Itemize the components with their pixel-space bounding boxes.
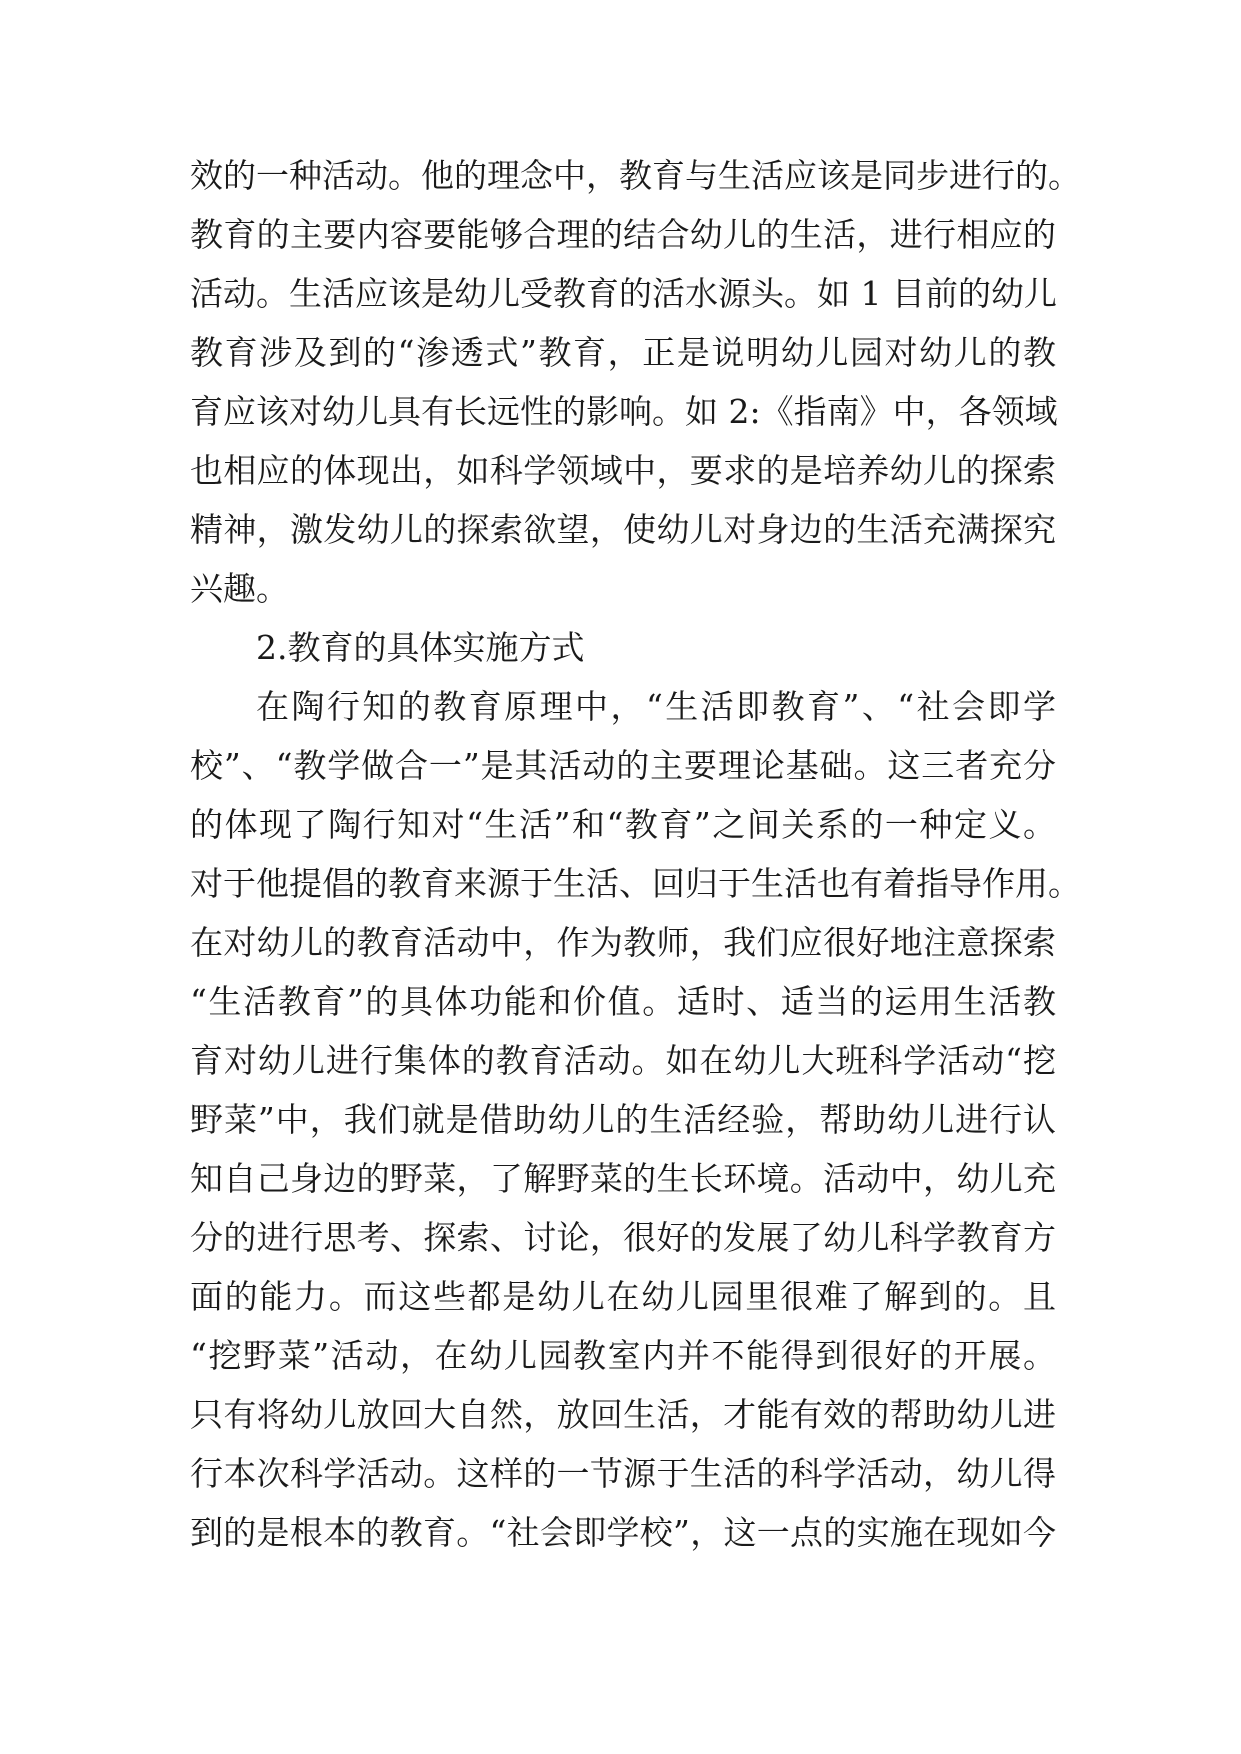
- text-line: “生活教育”的具体功能和价值。适时、适当的运用生活教: [190, 982, 1056, 1021]
- text-line: 的体现了陶行知对“生活”和“教育”之间关系的一种定义。: [190, 805, 1056, 844]
- text-line: 育对幼儿进行集体的教育活动。如在幼儿大班科学活动“挖: [190, 1041, 1056, 1080]
- text-line: 育应该对幼儿具有长远性的影响。如 2:《指南》中，各领域: [190, 392, 1058, 431]
- text-line: 对于他提倡的教育来源于生活、回归于生活也有着指导作用。: [190, 864, 1081, 903]
- text-line: 也相应的体现出，如科学领域中，要求的是培养幼儿的探索: [190, 451, 1056, 490]
- text-line: 在对幼儿的教育活动中，作为教师，我们应很好地注意探索: [190, 923, 1056, 962]
- text-line: 知自己身边的野菜，了解野菜的生长环境。活动中，幼儿充: [190, 1159, 1056, 1198]
- text-line: 校”、“教学做合一”是其活动的主要理论基础。这三者充分: [190, 746, 1056, 785]
- paragraph-2: [190, 677, 1081, 1562]
- text-line: 面的能力。而这些都是幼儿在幼儿园里很难了解到的。且: [190, 1277, 1056, 1316]
- text-line: 教育的主要内容要能够合理的结合幼儿的生活，进行相应的: [190, 215, 1056, 254]
- text-line: 野菜”中，我们就是借助幼儿的生活经验，帮助幼儿进行认: [190, 1100, 1056, 1139]
- text-line: 效的一种活动。他的理念中，教育与生活应该是同步进行的。: [190, 156, 1081, 195]
- text-line: 在陶行知的教育原理中，“生活即教育”、“社会即学: [256, 687, 1056, 726]
- text-line: 教育涉及到的“渗透式”教育，正是说明幼儿园对幼儿的教: [190, 333, 1056, 372]
- paragraph-1: [190, 146, 1081, 618]
- text-line: 活动。生活应该是幼儿受教育的活水源头。如 1 目前的幼儿: [190, 274, 1057, 313]
- text-line: “挖野菜”活动，在幼儿园教室内并不能得到很好的开展。: [190, 1336, 1056, 1375]
- text-line: 到的是根本的教育。“社会即学校”，这一点的实施在现如今: [190, 1513, 1056, 1552]
- text-line: 行本次科学活动。这样的一节源于生活的科学活动，幼儿得: [190, 1454, 1056, 1493]
- text-line: 精神，激发幼儿的探索欲望，使幼儿对身边的生活充满探究: [190, 510, 1056, 549]
- text-line: 只有将幼儿放回大自然，放回生活，才能有效的帮助幼儿进: [190, 1395, 1056, 1434]
- text-line: 分的进行思考、探索、讨论，很好的发展了幼儿科学教育方: [190, 1218, 1056, 1257]
- document-body: [190, 146, 1081, 1562]
- section-heading: 2.教育的具体实施方式: [256, 628, 585, 667]
- text-line: 兴趣。: [190, 569, 289, 608]
